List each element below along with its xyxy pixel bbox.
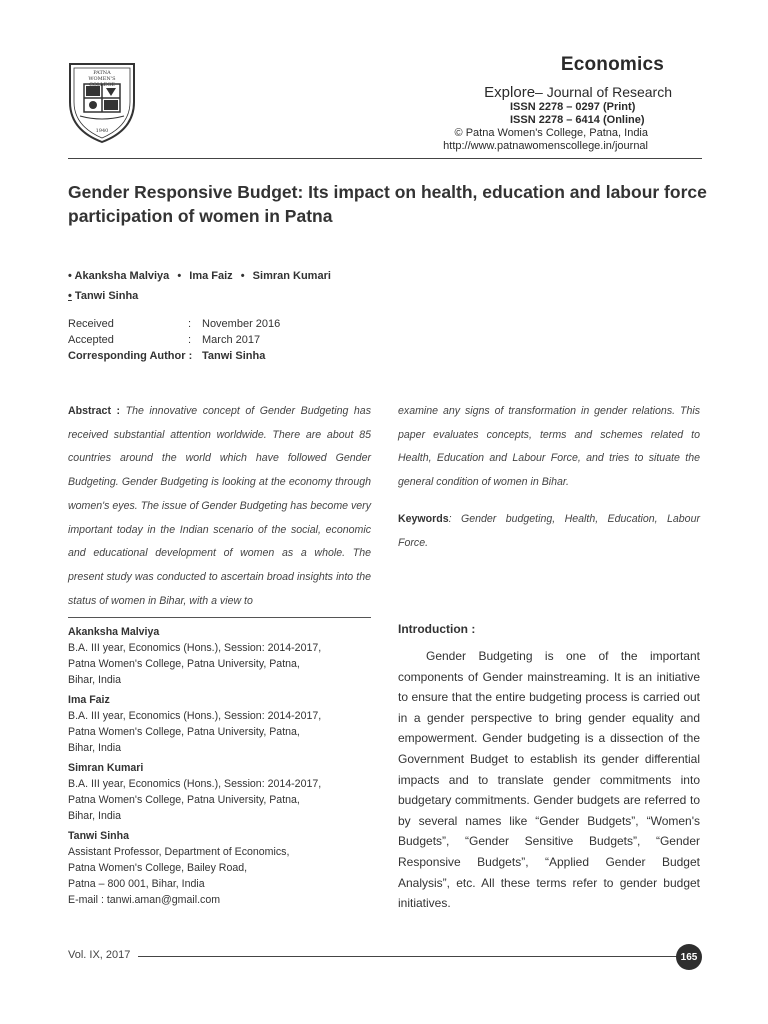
affiliation-line: Bihar, India <box>68 810 122 822</box>
logo-text: PATNA WOMEN'S COLLEGE <box>88 70 116 88</box>
affiliation-divider <box>68 617 371 618</box>
issn-print <box>510 101 660 114</box>
affiliation-line: Bihar, India <box>68 742 122 754</box>
affiliations <box>68 624 368 912</box>
abstract-label: Abstract : <box>68 405 121 417</box>
affiliation-line: B.A. III year, Economics (Hons.), Session: 2014-2017, <box>68 710 322 722</box>
footer-divider <box>138 956 678 957</box>
abstract-text-continued: examine any signs of transformation in gender relations. This paper evaluates concepts, terms and schemes related to Health, Education and Labour Force, and tries to situate the general condition of women in Bihar. <box>398 405 700 489</box>
page-number: 165 <box>676 944 702 970</box>
journal-explore: Explore <box>484 84 536 101</box>
author-bullet: • <box>240 270 245 282</box>
author-bullet: • <box>68 270 72 282</box>
meta-value: November 2016 <box>202 318 281 330</box>
affiliation-line: Patna Women's College, Patna University, Patna, <box>68 726 300 738</box>
introduction-heading: Introduction : <box>398 622 476 636</box>
affiliation-line: Patna Women's College, Patna University, Patna, <box>68 658 300 670</box>
article-meta <box>68 316 280 364</box>
author-name: Akanksha Malviya <box>74 270 170 282</box>
footer-volume: Vol. IX, 2017 <box>68 949 131 961</box>
affiliation-name: Simran Kumari <box>68 762 144 774</box>
meta-label: Corresponding Author : <box>68 350 193 362</box>
author-name: Simran Kumari <box>252 270 331 282</box>
meta-accepted <box>68 332 280 348</box>
affiliation-name: Akanksha Malviya <box>68 626 160 638</box>
keywords-label: Keywords <box>398 512 449 525</box>
introduction-section <box>398 622 700 914</box>
abstract-left-column <box>68 400 371 613</box>
affiliation-line: Patna – 800 001, Bihar, India <box>68 878 205 890</box>
affiliation-block <box>68 692 368 756</box>
author-bullet: • <box>177 270 182 282</box>
meta-value: Tanwi Sinha <box>202 350 266 362</box>
college-logo <box>66 58 138 144</box>
keywords <box>398 508 700 555</box>
journal-subtitle-text: – Journal of Research <box>535 84 672 100</box>
meta-corresponding <box>68 348 280 364</box>
meta-colon: : <box>188 334 192 346</box>
keywords-text: : Gender budgeting, Health, Education, Labour Force. <box>398 512 700 549</box>
affiliation-email[interactable]: E-mail : tanwi.aman@gmail.com <box>68 894 221 906</box>
author-name: Tanwi Sinha <box>74 290 139 302</box>
author-line-2 <box>68 286 331 306</box>
journal-url[interactable]: http://www.patnawomenscollege.in/journal <box>443 140 648 152</box>
affiliation-block <box>68 828 368 908</box>
affiliation-name: Tanwi Sinha <box>68 830 130 842</box>
journal-copyright: © Patna Women's College, Patna, India <box>454 127 648 139</box>
journal-title: Economics <box>560 54 664 75</box>
issn-online-number: ISSN 2278 – 6414 <box>510 114 600 126</box>
issn-online-type: (Online) <box>602 114 645 126</box>
affiliation-line: Patna Women's College, Bailey Road, <box>68 862 248 874</box>
affiliation-line: Assistant Professor, Department of Economics, <box>68 846 290 858</box>
author-bullet: • <box>68 290 72 302</box>
affiliation-line: B.A. III year, Economics (Hons.), Session: 2014-2017, <box>68 642 322 654</box>
issn-print-type: (Print) <box>602 101 636 113</box>
author-name: Ima Faiz <box>189 270 233 282</box>
abstract-text: The innovative concept of Gender Budgeting has received substantial attention worldwide. There are about 85 countries around the world which have followed Gender Budgeting. Gender Budgeting is looking at the economy through women's eyes. The issue of Gender Budgeting has become very important today in the Indian scenario of the social, economic and educational development of women as a whole. The present study was conducted to ascertain broad insights into the status of women in Bihar, with a view to <box>68 405 371 607</box>
introduction-paragraph: Gender Budgeting is one of the important components of Gender mainstreaming. It is an initiative to ensure that the entire budgeting process is carried out in a gender perspective to bring gender equality and empowerment. Gender budgeting is a dissection of the Government Budget to establish its gender differential impacts and to translate gender commitments into budgetary commitments. Gender budgets are referred to by several names like “Gender Budgets”, “Women's Budgets”, “Gender Sensitive Budgets”, “Gender Responsive Budgets”, “Applied Gender Budget Analysis”, etc. All these terms refer to gender budget initiatives. <box>398 649 700 911</box>
affiliation-line: Patna Women's College, Patna University, Patna, <box>68 794 300 806</box>
abstract-right-column <box>398 400 700 555</box>
affiliation-line: Bihar, India <box>68 674 122 686</box>
header-divider <box>68 158 702 159</box>
author-line-1 <box>68 266 331 286</box>
paper-title: Gender Responsive Budget: Its impact on health, education and labour force participation of women in Patna <box>68 182 707 226</box>
affiliation-name: Ima Faiz <box>68 694 110 706</box>
affiliation-line: B.A. III year, Economics (Hons.), Session: 2014-2017, <box>68 778 322 790</box>
affiliation-block <box>68 624 368 688</box>
meta-received <box>68 316 280 332</box>
logo-year: 1940 <box>95 128 109 134</box>
issn-print-number: ISSN 2278 – 0297 <box>510 101 600 113</box>
author-list <box>68 266 331 306</box>
meta-label: Received <box>68 318 114 330</box>
meta-colon: : <box>188 318 192 330</box>
meta-label: Accepted <box>68 334 114 346</box>
journal-subtitle <box>443 84 672 101</box>
affiliation-block <box>68 760 368 824</box>
journal-header <box>443 54 694 153</box>
issn-online <box>510 114 660 127</box>
meta-value: March 2017 <box>202 334 261 346</box>
